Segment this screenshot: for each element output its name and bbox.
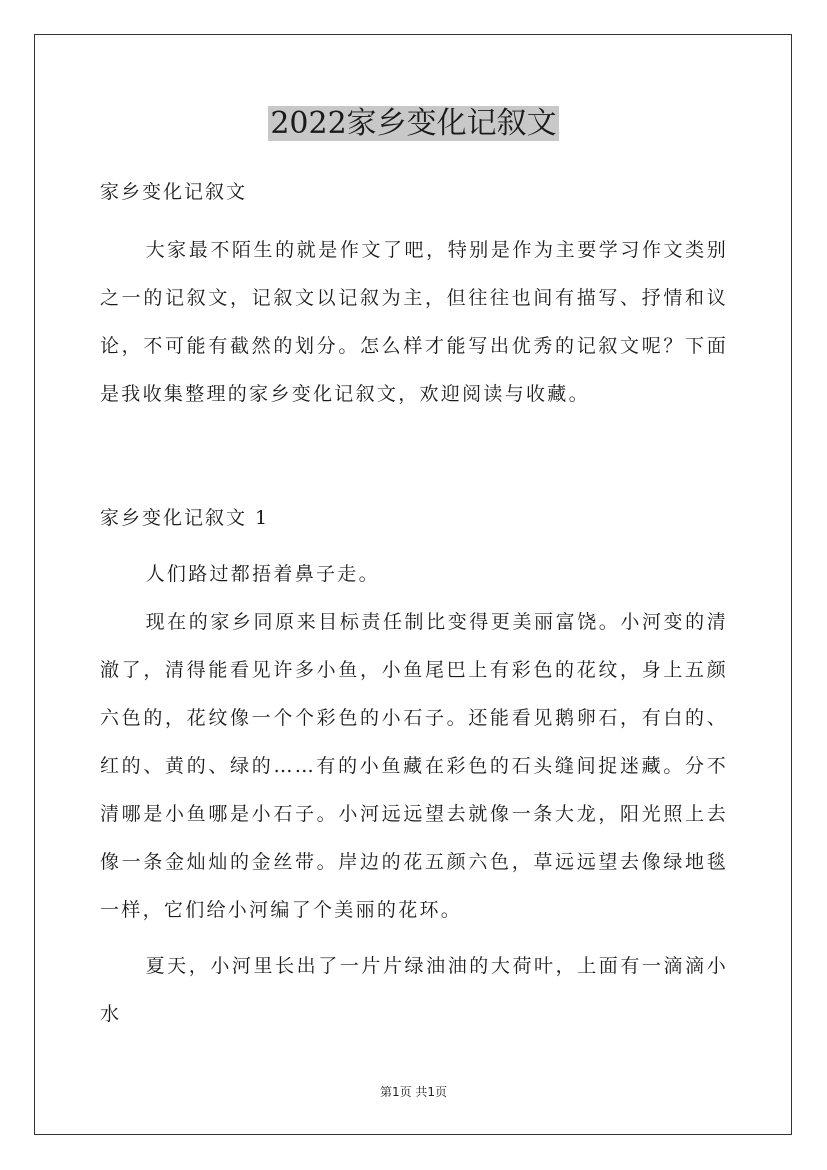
page-number-label: 第1页 共1页 xyxy=(379,1085,448,1099)
document-title xyxy=(0,104,827,144)
document-title-text: 2022家乡变化记叙文 xyxy=(270,106,557,141)
page-footer xyxy=(0,1082,827,1102)
paragraph-3: 夏天，小河里长出了一片片绿油油的大荷叶，上面有一滴滴小水 xyxy=(100,955,728,1025)
paragraph-2: 现在的家乡同原来目标责任制比变得更美丽富饶。小河变的清澈了，清得能看见许多小鱼，小鱼尾巴上有彩色的花纹，身上五颜六色的，花纹像一个个彩色的小石子。还能看见鹅卵石，有白的、红的、黄的、绿的……有的小鱼藏在彩色的石头缝间捉迷藏。分不清哪是小鱼哪是小石子。小河远远望去就像一条大龙，阳光照上去像一条金灿灿的金丝带。岸边的花五颜六色，草远远望去像绿地毯一样，它们给小河编了个美丽的花环。 xyxy=(100,611,728,921)
section-heading: 家乡变化记叙文 1 xyxy=(100,507,270,529)
section-body xyxy=(100,550,728,1038)
paragraph-1: 人们路过都捂着鼻子走。 xyxy=(145,563,380,585)
intro-block xyxy=(100,226,728,418)
intro-heading: 家乡变化记叙文 xyxy=(100,181,248,203)
intro-paragraph: 大家最不陌生的就是作文了吧，特别是作为主要学习作文类别之一的记叙文，记叙文以记叙为主，但往往也间有描写、抒情和议论，不可能有截然的划分。怎么样才能写出优秀的记叙文呢？下面是我收集整理的家乡变化记叙文，欢迎阅读与收藏。 xyxy=(100,239,728,405)
